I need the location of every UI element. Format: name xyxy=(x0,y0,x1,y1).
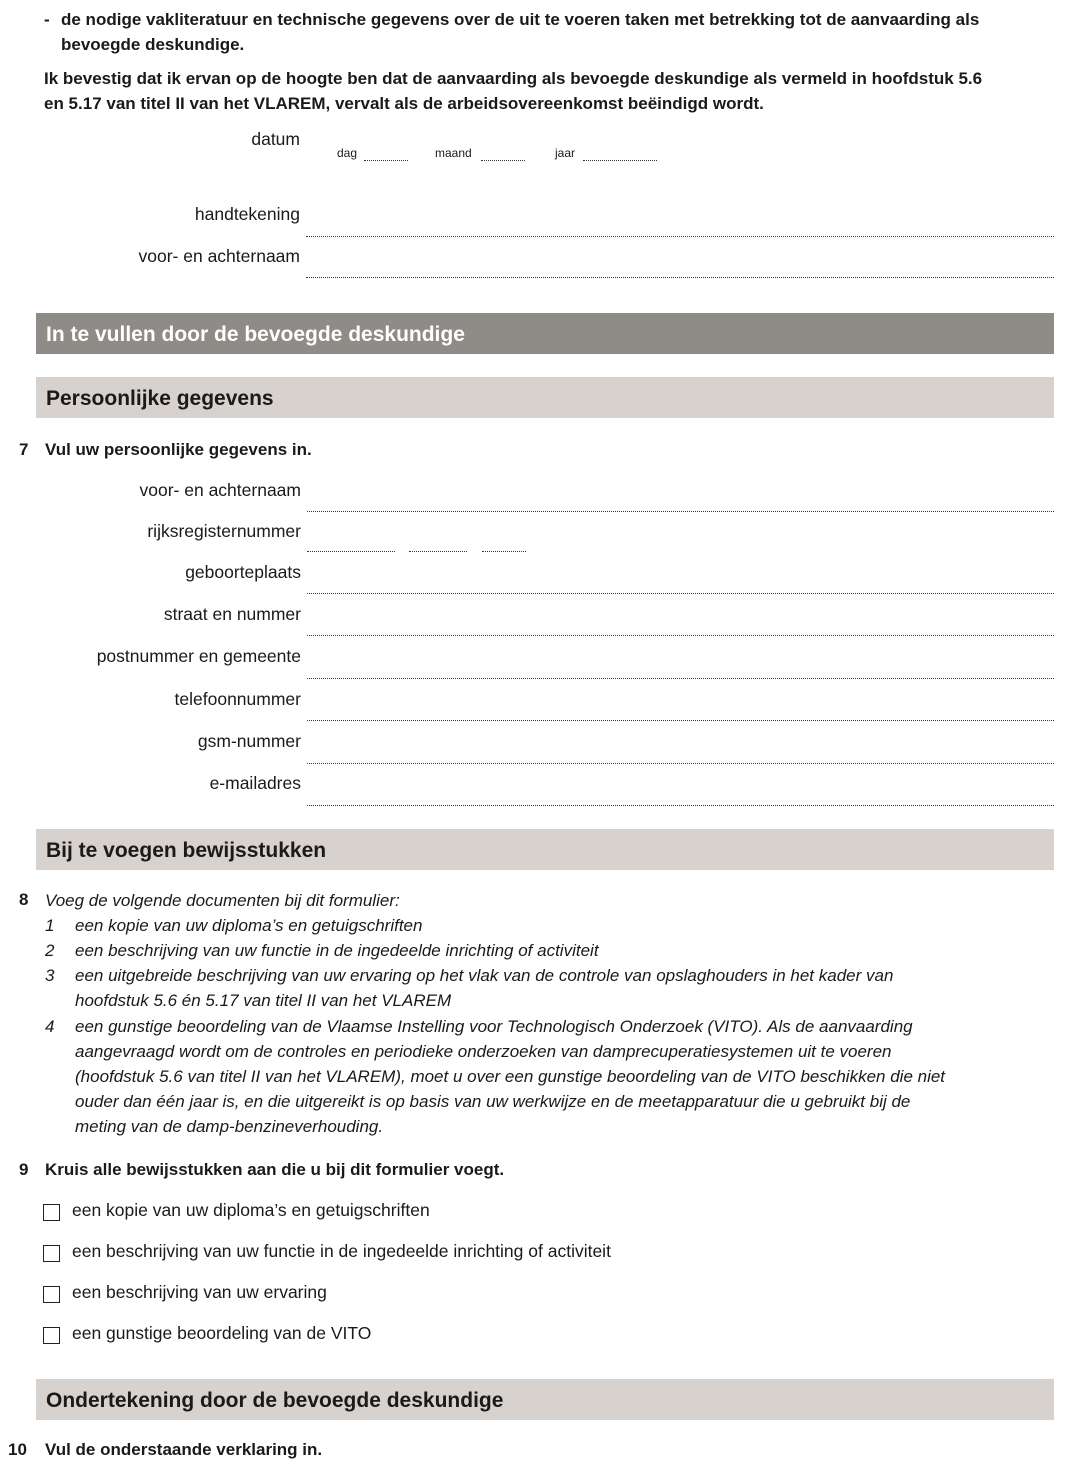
q8-item-3-number: 3 xyxy=(45,966,55,985)
field-label-telefoon: telefoonnummer xyxy=(174,689,301,709)
field-label-gsm: gsm-nummer xyxy=(197,731,301,751)
checkbox-vito[interactable] xyxy=(43,1327,60,1344)
q8-item-4-number: 4 xyxy=(45,1017,55,1036)
employer-naam-label: voor- en achternaam xyxy=(138,246,300,266)
field-telefoon[interactable] xyxy=(307,720,1054,721)
maand-field[interactable] xyxy=(481,160,525,161)
maand-label: maand xyxy=(435,146,472,160)
dag-label: dag xyxy=(337,146,358,160)
jaar-label: jaar xyxy=(555,146,576,160)
q8-text: Voeg de volgende documenten bij dit formulier: xyxy=(45,891,400,910)
q8-item-3-line1: een uitgebreide beschrijving van uw ervaring op het vlak van de controle van opslaghouders in het kader van xyxy=(75,966,894,985)
q8-item-4-line5: meting van de damp-benzineverhouding. xyxy=(75,1117,384,1136)
field-label-naam: voor- en achternaam xyxy=(139,480,301,500)
field-label-postnummer: postnummer en gemeente xyxy=(96,646,301,666)
checkbox-ervaring[interactable] xyxy=(43,1286,60,1303)
q8-item-4-line3: (hoofdstuk 5.6 van titel II van het VLAREM), moet u over een gunstige beoordeling van de VITO beschikken die niet xyxy=(75,1067,946,1086)
field-label-rijksregisternummer: rijksregisternummer xyxy=(147,521,301,541)
section-header-attachments: Bij te voegen bewijsstukken xyxy=(36,829,1054,870)
q8-item-3-line2: hoofdstuk 5.6 én 5.17 van titel II van het VLAREM xyxy=(75,991,452,1010)
employer-naam-field[interactable] xyxy=(306,277,1054,278)
checkbox-functie[interactable] xyxy=(43,1245,60,1262)
intro-bullet-line2: bevoegde deskundige. xyxy=(61,35,245,54)
handtekening-label: handtekening xyxy=(194,204,300,224)
confirm-line1: Ik bevestig dat ik ervan op de hoogte ben dat de aanvaarding als bevoegde deskundige als vermeld in hoofdstuk 5.6 xyxy=(44,69,983,88)
field-geboorteplaats[interactable] xyxy=(307,593,1054,594)
field-gsm[interactable] xyxy=(307,763,1054,764)
intro-bullet-dash: - xyxy=(44,10,50,29)
checkbox-vito-label: een gunstige beoordeling van de VITO xyxy=(72,1323,372,1343)
field-label-geboorteplaats: geboorteplaats xyxy=(185,562,301,582)
checkbox-functie-label: een beschrijving van uw functie in de ingedeelde inrichting of activiteit xyxy=(72,1241,611,1261)
q7-text: Vul uw persoonlijke gegevens in. xyxy=(45,440,312,459)
q8-number: 8 xyxy=(19,890,29,909)
checkbox-ervaring-label: een beschrijving van uw ervaring xyxy=(72,1282,327,1302)
field-label-email: e-mailadres xyxy=(209,773,301,793)
q8-item-1-number: 1 xyxy=(45,916,55,935)
field-rijksregisternummer-part3[interactable] xyxy=(482,551,526,552)
q9-text: Kruis alle bewijsstukken aan die u bij dit formulier voegt. xyxy=(45,1160,505,1179)
q7-number: 7 xyxy=(19,440,29,459)
q10-number: 10 xyxy=(8,1440,27,1459)
field-postnummer[interactable] xyxy=(307,678,1054,679)
confirm-line2: en 5.17 van titel II van het VLAREM, vervalt als de arbeidsovereenkomst beëindigd wordt. xyxy=(44,94,764,113)
field-rijksregisternummer-part1[interactable] xyxy=(307,551,395,552)
q8-item-2-number: 2 xyxy=(45,941,55,960)
handtekening-field[interactable] xyxy=(306,236,1054,237)
intro-bullet-line1: de nodige vakliteratuur en technische gegevens over de uit te voeren taken met betrekking tot de aanvaarding als xyxy=(61,10,980,29)
q8-item-4-line1: een gunstige beoordeling van de Vlaamse Instelling voor Technologisch Onderzoek (VITO). Als de aanvaarding xyxy=(75,1017,913,1036)
checkbox-diploma-label: een kopie van uw diploma’s en getuigschriften xyxy=(72,1200,430,1220)
section-header-main: In te vullen door de bevoegde deskundige xyxy=(36,313,1054,354)
section-header-personal: Persoonlijke gegevens xyxy=(36,377,1054,418)
field-email[interactable] xyxy=(307,805,1054,806)
section-header-signature: Ondertekening door de bevoegde deskundige xyxy=(36,1379,1054,1420)
field-label-straat: straat en nummer xyxy=(163,604,301,624)
field-rijksregisternummer-part2[interactable] xyxy=(409,551,467,552)
q8-item-4-line4: ouder dan één jaar is, en die uitgereikt is op basis van uw werkwijze en de meetapparatuur die u gebruikt bij de xyxy=(75,1092,911,1111)
q8-item-2-line1: een beschrijving van uw functie in de ingedeelde inrichting of activiteit xyxy=(75,941,599,960)
q8-item-1-line1: een kopie van uw diploma’s en getuigschriften xyxy=(75,916,423,935)
field-naam[interactable] xyxy=(307,511,1054,512)
field-straat[interactable] xyxy=(307,635,1054,636)
datum-label: datum xyxy=(251,129,300,149)
checkbox-diploma[interactable] xyxy=(43,1204,60,1221)
jaar-field[interactable] xyxy=(583,160,657,161)
q10-text: Vul de onderstaande verklaring in. xyxy=(45,1440,323,1459)
dag-field[interactable] xyxy=(364,160,408,161)
q9-number: 9 xyxy=(19,1160,29,1179)
q8-item-4-line2: aangevraagd wordt om de controles en periodieke onderzoeken van damprecuperatiesystemen uit te voeren xyxy=(75,1042,892,1061)
